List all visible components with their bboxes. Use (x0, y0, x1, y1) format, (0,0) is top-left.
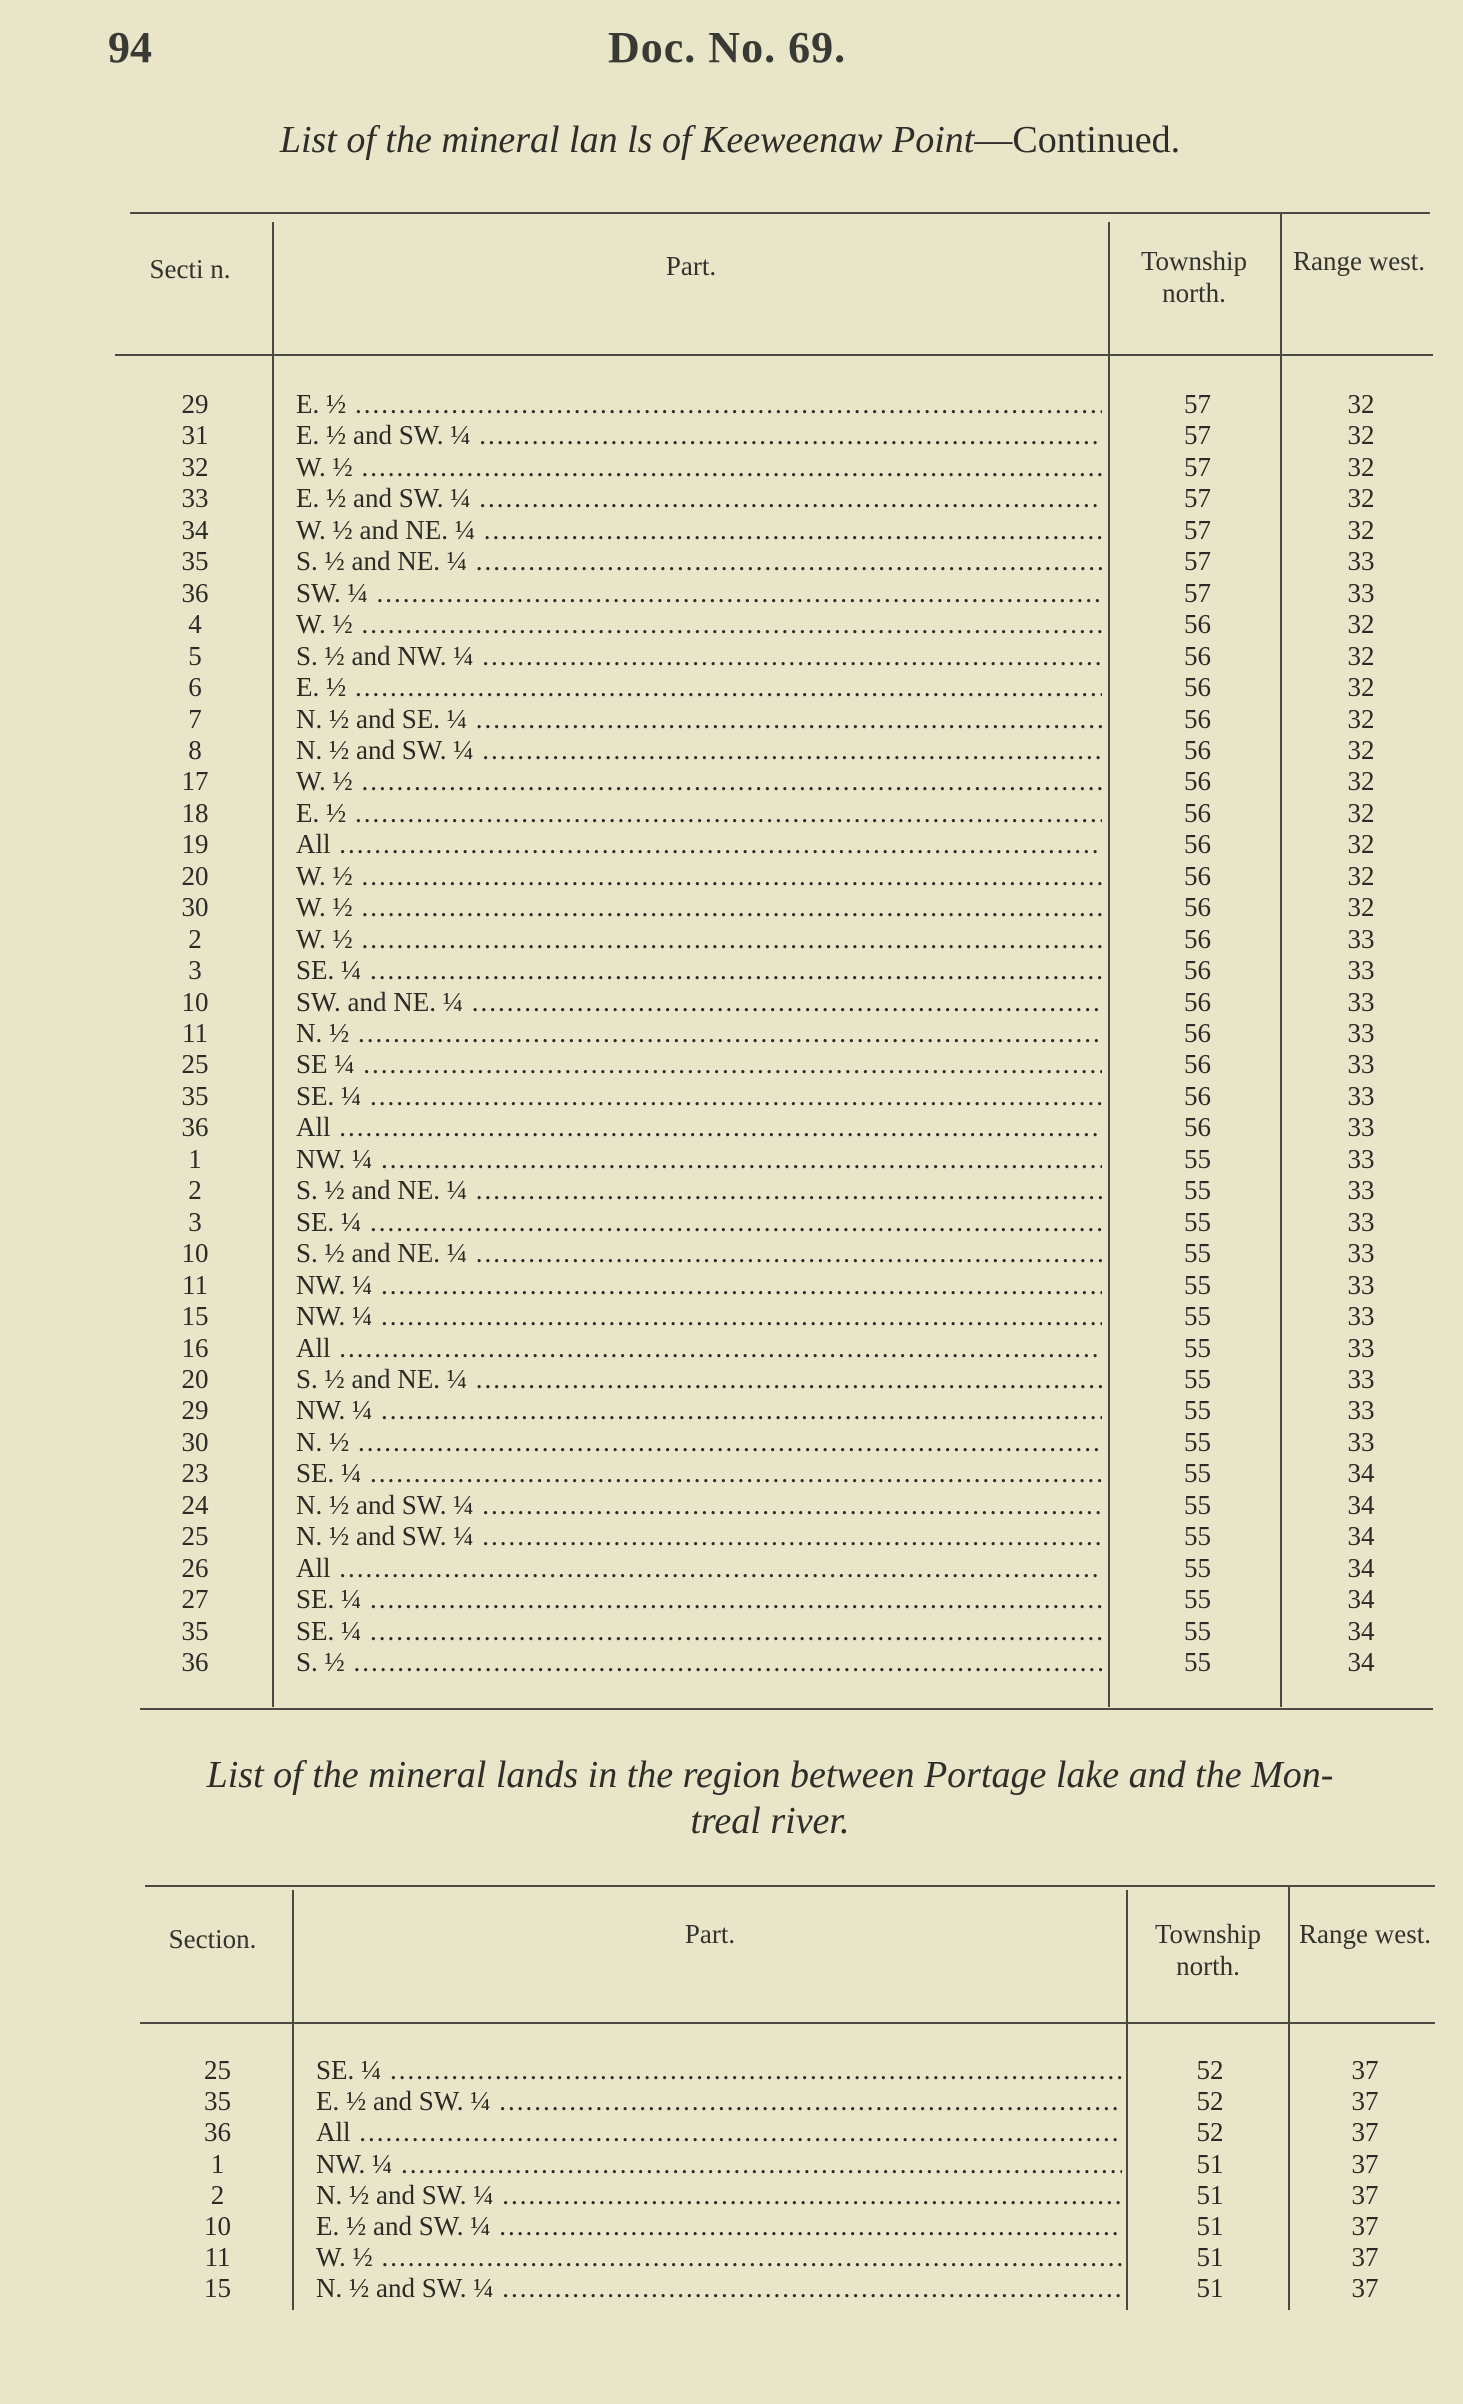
township-cell: 55 (1184, 1584, 1211, 1615)
range-cell: 32 (1347, 703, 1375, 734)
table-row (0, 483, 1463, 514)
range-cell: 33 (1347, 1426, 1375, 1457)
section-cell: 11 (204, 2242, 231, 2273)
table-row (0, 2117, 1463, 2148)
range-cell: 32 (1347, 860, 1375, 891)
township-cell: 57 (1184, 389, 1211, 419)
table-row (0, 2055, 1463, 2086)
section-cell: 11 (182, 1018, 208, 1048)
range-cell: 33 (1347, 1363, 1375, 1394)
table-row (0, 1584, 1463, 1615)
table-row (0, 1647, 1463, 1678)
table1-header-range: Range west. (1293, 246, 1425, 276)
part-cell: E. ½ and SW. ¼ ..... (296, 420, 1102, 451)
range-cell: 37 (1351, 2273, 1379, 2304)
table-row (0, 1521, 1463, 1552)
table-row (0, 924, 1463, 955)
part-cell: SE. ¼ ..... (296, 1584, 1102, 1615)
table-row (0, 2180, 1463, 2211)
township-cell: 55 (1184, 1426, 1211, 1457)
table-row (0, 452, 1463, 483)
part-cell: W. ½ ..... (296, 861, 1102, 892)
range-cell: 33 (1347, 1049, 1375, 1080)
part-cell: E. ½ and SW. ¼ ..... (316, 2086, 1122, 2117)
township-cell: 55 (1184, 1395, 1211, 1426)
part-cell: N. ½ and SW. ¼ ..... (316, 2180, 1122, 2211)
range-cell: 32 (1347, 420, 1375, 451)
section-cell: 5 (188, 640, 202, 671)
section-cell: 15 (181, 1301, 209, 1332)
section-cell: 30 (181, 1426, 209, 1457)
table-row (0, 1238, 1463, 1269)
township-cell: 52 (1196, 2086, 1224, 2117)
table-row (0, 829, 1463, 860)
range-cell: 33 (1347, 1269, 1375, 1300)
part-cell: N. ½ and SE. ¼ ..... (296, 704, 1102, 735)
table-row (0, 1112, 1463, 1143)
township-cell: 56 (1184, 829, 1211, 860)
range-cell: 37 (1351, 2211, 1379, 2241)
table2-header-section: Section. (168, 1924, 257, 1954)
table-row (0, 2273, 1463, 2304)
table-row (0, 1049, 1463, 1080)
table2-caption-line1: List of the mineral lands in the region between Portage lake and the Mon- (206, 1754, 1334, 1796)
part-cell: SE ¼ ..... (296, 1049, 1102, 1080)
part-cell: N. ½ and SW. ¼ ..... (296, 735, 1102, 766)
range-cell: 34 (1347, 1458, 1375, 1489)
range-cell: 33 (1347, 1018, 1375, 1048)
section-cell: 25 (204, 2055, 231, 2085)
part-cell: SE. ¼ ..... (316, 2055, 1122, 2086)
section-cell: 32 (181, 451, 209, 482)
range-cell: 33 (1347, 1175, 1375, 1206)
table-row (0, 609, 1463, 640)
range-cell: 32 (1347, 514, 1375, 545)
page-number: 94 (108, 23, 152, 72)
table-row (0, 1207, 1463, 1238)
township-cell: 57 (1184, 514, 1211, 545)
table-row (0, 1616, 1463, 1647)
township-cell: 57 (1184, 546, 1211, 577)
table1-caption-title: List of the mineral lan ls of Keeweenaw Point (279, 119, 975, 161)
section-cell: 16 (181, 1332, 209, 1363)
range-cell: 32 (1347, 389, 1375, 419)
part-cell: E. ½ ..... (296, 389, 1102, 420)
township-cell: 56 (1184, 986, 1211, 1017)
part-cell: S. ½ and NE. ¼ ..... (296, 1364, 1102, 1395)
part-cell: E. ½ ..... (296, 798, 1102, 829)
township-cell: 55 (1184, 1238, 1211, 1269)
section-cell: 35 (181, 1080, 209, 1111)
table-row (0, 1333, 1463, 1364)
range-cell: 37 (1351, 2179, 1379, 2210)
table-row (0, 798, 1463, 829)
section-cell: 20 (181, 1363, 209, 1394)
table-row (0, 2242, 1463, 2273)
part-cell: SW. and NE. ¼ ..... (296, 987, 1102, 1018)
township-cell: 56 (1184, 1018, 1211, 1048)
range-cell: 37 (1351, 2055, 1379, 2085)
table-row (0, 1553, 1463, 1584)
township-cell: 56 (1184, 923, 1211, 954)
township-cell: 55 (1184, 1269, 1211, 1300)
range-cell: 34 (1347, 1552, 1375, 1583)
table-row (0, 1427, 1463, 1458)
township-cell: 56 (1184, 640, 1211, 671)
table-row (0, 766, 1463, 797)
part-cell: E. ½ and SW. ¼ ..... (316, 2211, 1122, 2242)
part-cell: N. ½ ..... (296, 1427, 1102, 1458)
range-cell: 33 (1347, 1206, 1375, 1237)
section-cell: 35 (181, 1615, 209, 1646)
township-cell: 51 (1196, 2273, 1224, 2304)
section-cell: 36 (181, 1647, 209, 1677)
part-cell: W. ½ ..... (296, 609, 1102, 640)
township-cell: 56 (1184, 734, 1211, 765)
part-cell: All ..... (296, 1112, 1102, 1143)
section-cell: 19 (181, 829, 209, 860)
township-cell: 56 (1184, 1112, 1211, 1143)
part-cell: SE. ¼ ..... (296, 1616, 1102, 1647)
table-row (0, 2086, 1463, 2117)
range-cell: 34 (1347, 1647, 1375, 1677)
township-cell: 55 (1184, 1332, 1211, 1363)
township-cell: 55 (1184, 1489, 1211, 1520)
section-cell: 4 (188, 609, 202, 640)
table-row (0, 546, 1463, 577)
table-row (0, 1458, 1463, 1489)
table-row (0, 861, 1463, 892)
range-cell: 33 (1347, 986, 1375, 1017)
part-cell: All ..... (296, 829, 1102, 860)
range-cell: 37 (1351, 2117, 1379, 2148)
table-row (0, 389, 1463, 420)
range-cell: 34 (1347, 1489, 1375, 1520)
section-cell: 36 (204, 2117, 231, 2148)
table1-header-part: Part. (665, 251, 717, 281)
table-row (0, 892, 1463, 923)
section-cell: 1 (188, 1143, 202, 1174)
table1-bottom-rule (140, 1708, 1433, 1710)
range-cell: 32 (1347, 451, 1375, 482)
part-cell: All ..... (296, 1553, 1102, 1584)
part-cell: All ..... (296, 1333, 1102, 1364)
section-cell: 2 (210, 2179, 225, 2210)
part-cell: E. ½ ..... (296, 672, 1102, 703)
table2-header-township: Township north. (1154, 1919, 1262, 1981)
section-cell: 10 (181, 1238, 209, 1269)
range-cell: 33 (1347, 955, 1375, 986)
range-cell: 32 (1347, 483, 1375, 514)
section-cell: 18 (181, 797, 209, 828)
range-cell: 32 (1347, 734, 1375, 765)
table-row (0, 672, 1463, 703)
section-cell: 11 (182, 1269, 208, 1300)
range-cell: 32 (1347, 640, 1375, 671)
township-cell: 55 (1184, 1143, 1211, 1174)
part-cell: W. ½ and NE. ¼ ..... (296, 515, 1102, 546)
township-cell: 57 (1184, 483, 1211, 514)
table-row (0, 1018, 1463, 1049)
table2-header-part: Part. (684, 1919, 736, 1949)
township-cell: 55 (1184, 1175, 1211, 1206)
part-cell: S. ½ and NE. ¼ ..... (296, 1238, 1102, 1269)
township-cell: 56 (1184, 672, 1211, 703)
part-cell: SW. ¼ ..... (296, 578, 1102, 609)
table1-caption-continued: —Continued. (974, 119, 1181, 161)
range-cell: 32 (1347, 892, 1375, 923)
range-cell: 33 (1347, 1332, 1375, 1363)
section-cell: 36 (181, 1112, 209, 1143)
section-cell: 35 (204, 2086, 231, 2117)
table2-caption-line2: treal river. (690, 1800, 850, 1842)
part-cell: NW. ¼ ..... (296, 1144, 1102, 1175)
township-cell: 56 (1184, 860, 1211, 891)
part-cell: SE. ¼ ..... (296, 1458, 1102, 1489)
document-title: Doc. No. 69. (608, 23, 847, 72)
section-cell: 15 (204, 2273, 231, 2304)
table-row (0, 578, 1463, 609)
township-cell: 55 (1184, 1458, 1211, 1489)
range-cell: 34 (1347, 1521, 1375, 1552)
table-row (0, 1395, 1463, 1426)
township-cell: 52 (1196, 2055, 1224, 2085)
section-cell: 20 (181, 860, 209, 891)
part-cell: NW. ¼ ..... (296, 1395, 1102, 1426)
section-cell: 34 (181, 514, 209, 545)
range-cell: 33 (1347, 1112, 1375, 1143)
section-cell: 6 (188, 672, 202, 703)
range-cell: 32 (1347, 672, 1375, 703)
range-cell: 32 (1347, 829, 1375, 860)
part-cell: NW. ¼ ..... (296, 1270, 1102, 1301)
township-cell: 56 (1184, 892, 1211, 923)
township-cell: 55 (1184, 1521, 1211, 1552)
section-cell: 25 (181, 1049, 209, 1080)
table-row (0, 955, 1463, 986)
section-cell: 29 (181, 1395, 209, 1426)
range-cell: 33 (1347, 1143, 1375, 1174)
table1-header-rule (115, 354, 1433, 356)
section-cell: 3 (188, 1206, 202, 1237)
township-cell: 56 (1184, 797, 1211, 828)
table2-header-rule (140, 2022, 1435, 2024)
section-cell: 33 (181, 483, 209, 514)
table-row (0, 987, 1463, 1018)
section-cell: 2 (188, 923, 202, 954)
part-cell: E. ½ and SW. ¼ ..... (296, 483, 1102, 514)
part-cell: NW. ¼ ..... (316, 2149, 1122, 2180)
table-row (0, 735, 1463, 766)
table-row (0, 2211, 1463, 2242)
section-cell: 27 (181, 1584, 209, 1615)
table2-header-range: Range west. (1299, 1919, 1431, 1949)
range-cell: 33 (1347, 546, 1375, 577)
table-row (0, 515, 1463, 546)
part-cell: W. ½ ..... (296, 452, 1102, 483)
part-cell: S. ½ ..... (296, 1647, 1102, 1678)
section-cell: 35 (181, 546, 209, 577)
township-cell: 51 (1196, 2179, 1224, 2210)
table2-top-rule (145, 1885, 1435, 1887)
range-cell: 33 (1347, 1080, 1375, 1111)
township-cell: 56 (1184, 703, 1211, 734)
township-cell: 56 (1184, 1049, 1211, 1080)
part-cell: SE. ¼ ..... (296, 1207, 1102, 1238)
range-cell: 34 (1347, 1615, 1375, 1646)
part-cell: SE. ¼ ..... (296, 955, 1102, 986)
table2-caption (100, 1752, 1440, 1844)
township-cell: 51 (1196, 2211, 1224, 2241)
table-row (0, 641, 1463, 672)
part-cell: SE. ¼ ..... (296, 1081, 1102, 1112)
range-cell: 37 (1351, 2148, 1379, 2179)
township-cell: 57 (1184, 451, 1211, 482)
table-row (0, 1270, 1463, 1301)
township-cell: 55 (1184, 1363, 1211, 1394)
part-cell: S. ½ and NE. ¼ ..... (296, 546, 1102, 577)
range-cell: 33 (1347, 577, 1375, 608)
section-cell: 2 (188, 1175, 202, 1206)
part-cell: N. ½ and SW. ¼ ..... (296, 1490, 1102, 1521)
range-cell: 37 (1351, 2242, 1379, 2273)
section-cell: 31 (181, 420, 209, 451)
section-cell: 29 (181, 389, 209, 419)
part-cell: N. ½ ..... (296, 1018, 1102, 1049)
table-row (0, 420, 1463, 451)
part-cell: N. ½ and SW. ¼ ..... (316, 2273, 1122, 2304)
table-row (0, 1081, 1463, 1112)
section-cell: 10 (181, 986, 209, 1017)
range-cell: 32 (1347, 609, 1375, 640)
range-cell: 33 (1347, 923, 1375, 954)
section-cell: 3 (188, 955, 202, 986)
range-cell: 32 (1347, 766, 1375, 797)
part-cell: S. ½ and NW. ¼ ..... (296, 641, 1102, 672)
range-cell: 32 (1347, 797, 1375, 828)
table-row (0, 1301, 1463, 1332)
part-cell: All ..... (316, 2117, 1122, 2148)
section-cell: 7 (188, 703, 202, 734)
table-row (0, 1175, 1463, 1206)
section-cell: 10 (204, 2211, 231, 2241)
section-cell: 25 (181, 1521, 209, 1552)
table-row (0, 1490, 1463, 1521)
section-cell: 24 (181, 1489, 209, 1520)
part-cell: NW. ¼ ..... (296, 1301, 1102, 1332)
township-cell: 56 (1184, 766, 1211, 797)
part-cell: W. ½ ..... (296, 766, 1102, 797)
part-cell: S. ½ and NE. ¼ ..... (296, 1175, 1102, 1206)
part-cell: W. ½ ..... (296, 924, 1102, 955)
township-cell: 52 (1196, 2117, 1224, 2148)
table-row (0, 704, 1463, 735)
range-cell: 37 (1351, 2086, 1379, 2117)
section-cell: 1 (210, 2148, 225, 2179)
table1-header-township: Township north. (1140, 246, 1248, 308)
township-cell: 57 (1184, 577, 1211, 608)
table1-top-rule (130, 212, 1430, 214)
range-cell: 33 (1347, 1395, 1375, 1426)
part-cell: W. ½ ..... (296, 892, 1102, 923)
table-row (0, 1364, 1463, 1395)
township-cell: 55 (1184, 1301, 1211, 1332)
table1-caption (130, 118, 1330, 162)
range-cell: 33 (1347, 1238, 1375, 1269)
table1-header-section: Secti n. (149, 254, 231, 284)
township-cell: 51 (1196, 2148, 1224, 2179)
township-cell: 56 (1184, 955, 1211, 986)
section-cell: 23 (181, 1458, 209, 1489)
township-cell: 51 (1196, 2242, 1224, 2273)
township-cell: 55 (1184, 1206, 1211, 1237)
section-cell: 26 (181, 1552, 209, 1583)
page-header (108, 22, 1408, 82)
township-cell: 56 (1184, 1080, 1211, 1111)
range-cell: 34 (1347, 1584, 1375, 1615)
part-cell: W. ½ ..... (316, 2242, 1122, 2273)
section-cell: 36 (181, 577, 209, 608)
table-row (0, 1144, 1463, 1175)
range-cell: 33 (1347, 1301, 1375, 1332)
township-cell: 55 (1184, 1647, 1211, 1677)
part-cell: N. ½ and SW. ¼ ..... (296, 1521, 1102, 1552)
table-row (0, 2149, 1463, 2180)
section-cell: 17 (181, 766, 209, 797)
township-cell: 55 (1184, 1552, 1211, 1583)
section-cell: 30 (181, 892, 209, 923)
section-cell: 8 (188, 734, 202, 765)
township-cell: 55 (1184, 1615, 1211, 1646)
township-cell: 57 (1184, 420, 1211, 451)
township-cell: 56 (1184, 609, 1211, 640)
